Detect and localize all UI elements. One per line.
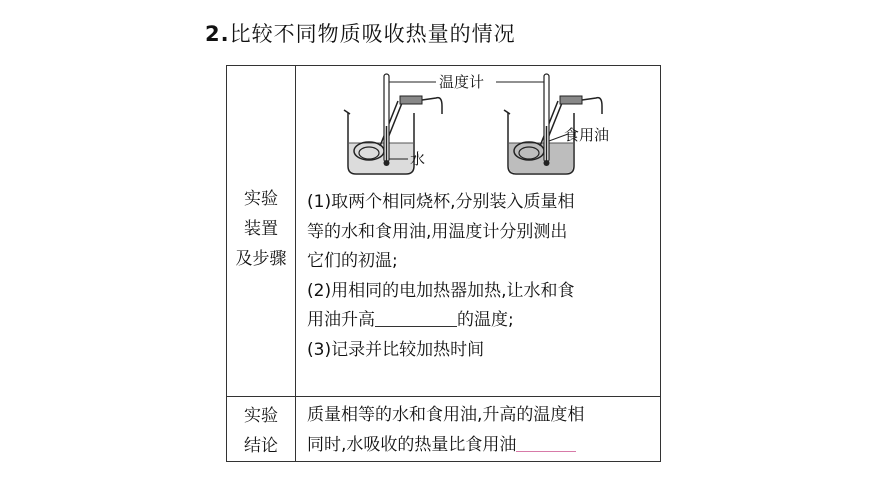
conclusion-line: 质量相等的水和食用油,升高的温度相 xyxy=(307,405,585,425)
setup-label: 实验 装置 及步骤 xyxy=(235,189,287,269)
step-line: (3)记录并比较加热时间 xyxy=(307,339,485,360)
conclusion-text xyxy=(307,401,652,460)
section-number: 2. xyxy=(205,22,230,46)
step-line: 等的水和食用油,用温度计分别测出 xyxy=(307,221,568,242)
apparatus-figure xyxy=(296,66,660,184)
water-label: 水 xyxy=(410,150,426,168)
section-heading: 比较不同物质吸收热量的情况 xyxy=(229,22,516,46)
step-line: (2)用相同的电加热器加热,让水和食 xyxy=(307,280,575,301)
step-line: (1)取两个相同烧杯,分别装入质量相 xyxy=(307,192,575,212)
oil-label: 食用油 xyxy=(564,126,610,144)
conclusion-label: 实验 结论 xyxy=(244,406,278,456)
experiment-table xyxy=(226,65,661,462)
answer-blank-1[interactable] xyxy=(375,308,457,327)
section-title xyxy=(205,18,516,48)
step-line: 用油升高 的温度; xyxy=(307,310,514,330)
conclusion-line: 同时,水吸收的热量比食用油 xyxy=(307,431,652,461)
setup-steps xyxy=(307,188,652,365)
answer-blank-2[interactable] xyxy=(516,433,576,452)
row-divider xyxy=(227,396,660,397)
thermometer-label: 温度计 xyxy=(439,73,485,91)
oil-beaker xyxy=(504,74,602,174)
step-line: 它们的初温; xyxy=(307,251,398,271)
